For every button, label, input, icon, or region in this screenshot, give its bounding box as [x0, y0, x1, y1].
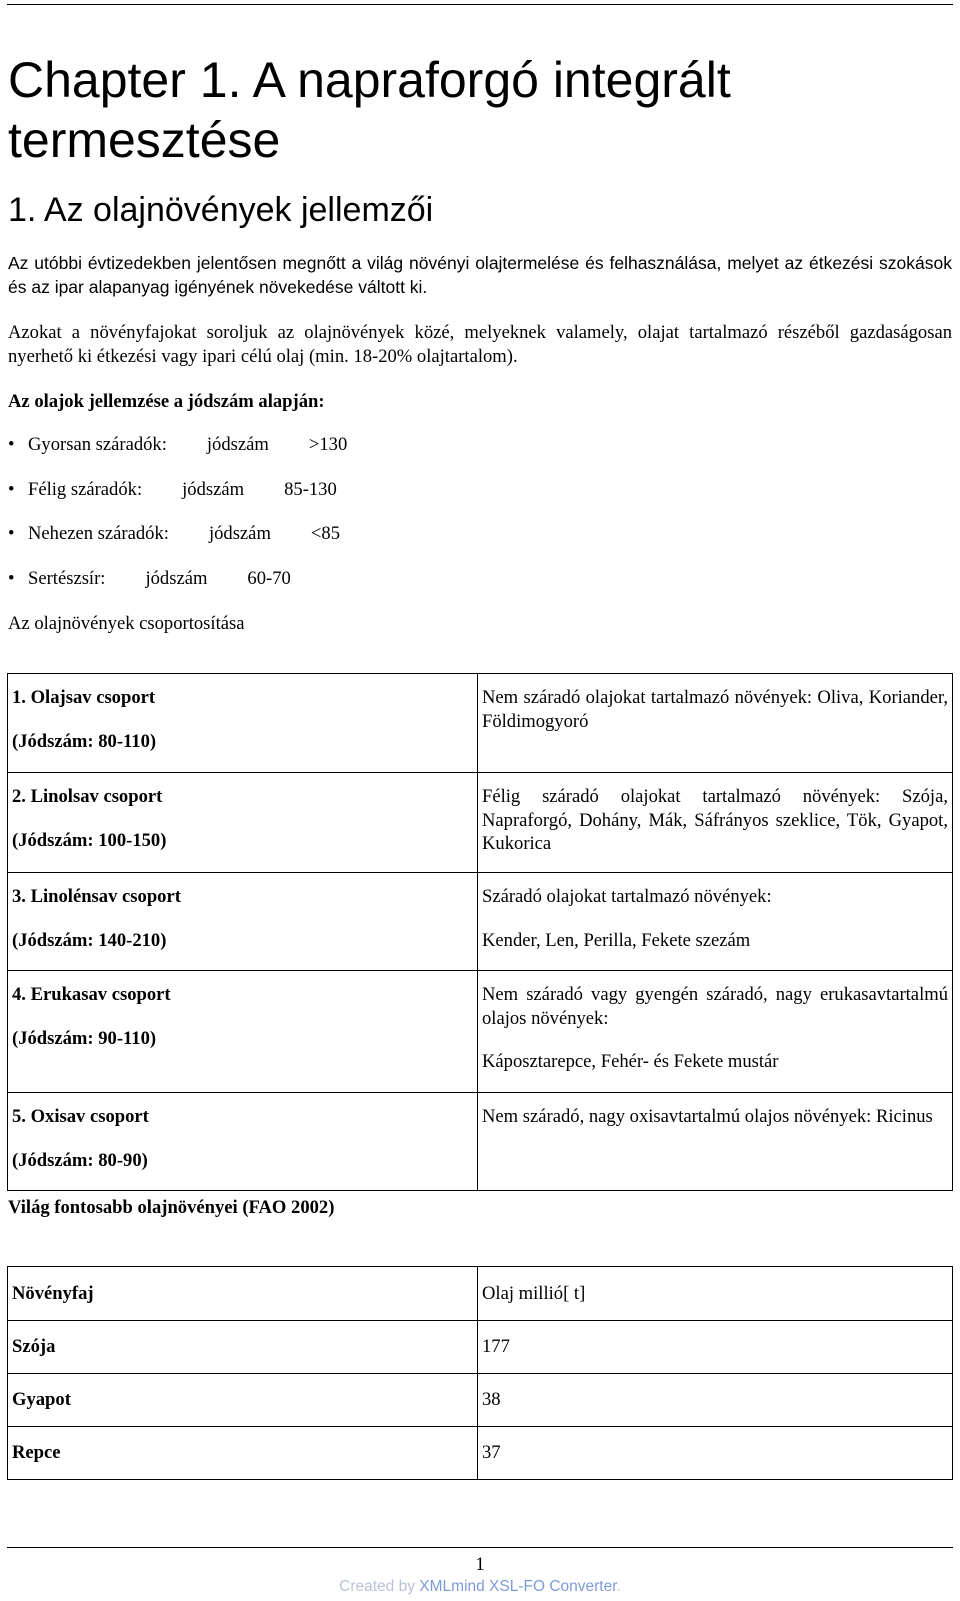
page-number: 1	[475, 1554, 485, 1575]
list-item: • Nehezen száradók: jódszám <85	[8, 523, 340, 544]
top-rule	[7, 4, 953, 5]
table-row	[8, 674, 953, 773]
table-cell: Repce	[8, 1427, 478, 1480]
converter-credit: Created by XMLmind XSL-FO Converter.	[339, 1578, 621, 1595]
table-row	[8, 1374, 953, 1427]
paragraph-intro: Az utóbbi évtizedekben jelentősen megnőtt a világ növényi olajtermelése és felhasználása, melyet az étkezési szokások és az ipar alapanyag igényének növekedése váltott ki.	[8, 253, 952, 297]
fao-table	[7, 1266, 953, 1480]
list-item: • Sertészsír: jódszám 60-70	[8, 568, 291, 589]
list-item: • Gyorsan száradók: jódszám >130	[8, 434, 348, 455]
table-header-cell: Növényfaj	[8, 1267, 478, 1321]
fao-heading: Világ fontosabb olajnövényei (FAO 2002)	[8, 1197, 335, 1218]
table-cell: 38	[478, 1374, 953, 1427]
converter-link[interactable]: XMLmind XSL-FO Converter	[419, 1578, 617, 1595]
section-title: 1. Az olajnövények jellemzői	[8, 191, 434, 229]
iodine-heading: Az olajok jellemzése a jódszám alapján:	[8, 391, 325, 412]
table-cell: 37	[478, 1427, 953, 1480]
table-cell: 2. Linolsav csoport (Jódszám: 100-150)	[8, 773, 478, 873]
table-cell: 3. Linolénsav csoport (Jódszám: 140-210)	[8, 873, 478, 971]
table-cell: 1. Olajsav csoport (Jódszám: 80-110)	[8, 674, 478, 773]
table-cell: 177	[478, 1321, 953, 1374]
paragraph-definition: Azokat a növényfajokat soroljuk az olajnövények közé, melyeknek valamely, olajat tartalmazó részéből gazdaságosan nyerhető ki étkezési vagy ipari célú olaj (min. 18-20% olajtartalom).	[8, 322, 952, 367]
table-cell: Félig száradó olajokat tartalmazó növények: Szója, Napraforgó, Dohány, Mák, Sáfrányos szeklice, Tök, Gyapot, Kukorica	[478, 773, 953, 873]
table-cell: 5. Oxisav csoport (Jódszám: 80-90)	[8, 1093, 478, 1191]
table-row	[8, 1427, 953, 1480]
table-row	[8, 773, 953, 873]
table-cell: 4. Erukasav csoport (Jódszám: 90-110)	[8, 971, 478, 1093]
table-row	[8, 971, 953, 1093]
table-cell: Nem száradó, nagy oxisavtartalmú olajos növények: Ricinus	[478, 1093, 953, 1191]
table-header-row	[8, 1267, 953, 1321]
table-row	[8, 1321, 953, 1374]
table-cell: Nem száradó olajokat tartalmazó növények: Oliva, Koriander, Földimogyoró	[478, 674, 953, 773]
table-header-cell: Olaj millió[ t]	[478, 1267, 953, 1321]
table-cell: Szója	[8, 1321, 478, 1374]
chapter-title: Chapter 1. A napraforgó integrált termesztése	[8, 52, 731, 168]
list-item: • Félig száradók: jódszám 85-130	[8, 479, 337, 500]
footer-rule	[7, 1547, 953, 1548]
table-cell: Száradó olajokat tartalmazó növények: Kender, Len, Perilla, Fekete szezám	[478, 873, 953, 971]
table-cell: Nem száradó vagy gyengén száradó, nagy erukasavtartalmú olajos növények: Káposztarepce, Fehér- és Fekete mustár	[478, 971, 953, 1093]
table-cell: Gyapot	[8, 1374, 478, 1427]
groups-heading: Az olajnövények csoportosítása	[8, 613, 245, 634]
oil-groups-table	[7, 673, 953, 1191]
table-row	[8, 1093, 953, 1191]
table-row	[8, 873, 953, 971]
